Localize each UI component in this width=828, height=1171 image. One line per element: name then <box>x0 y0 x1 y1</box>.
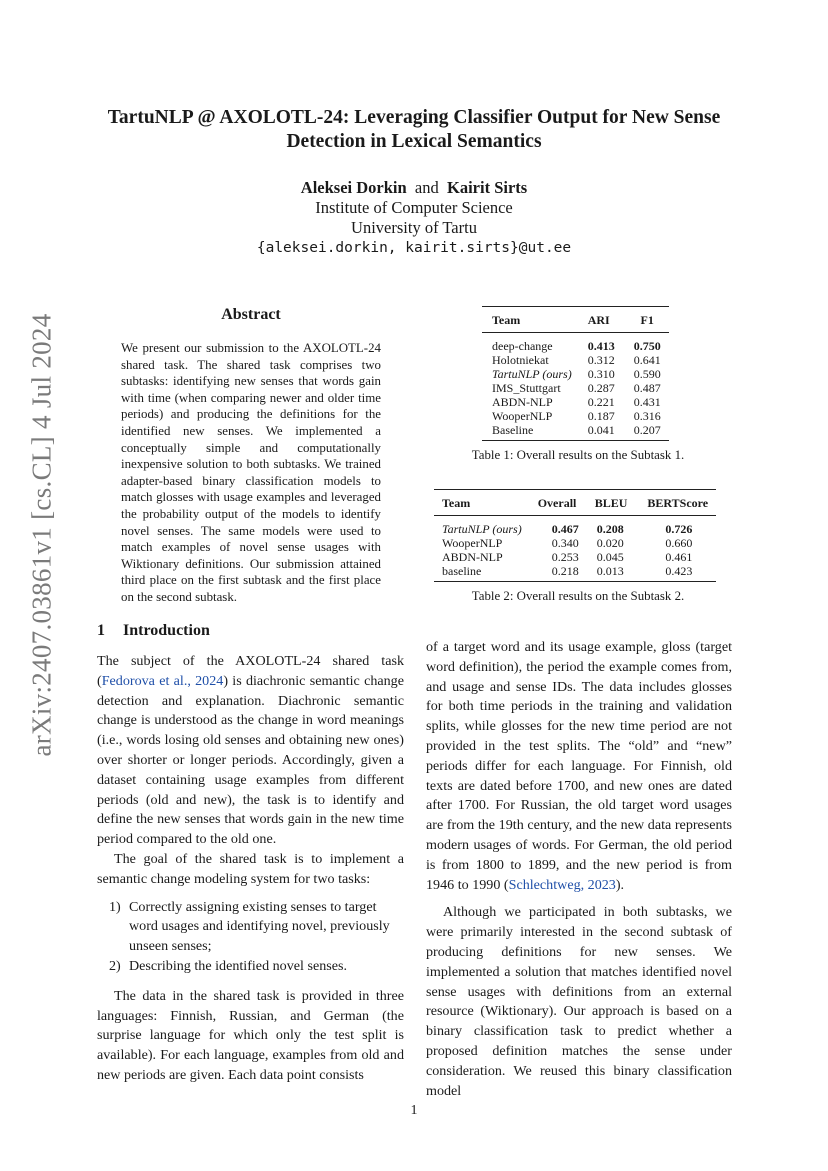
table-row <box>434 564 716 582</box>
table2-caption: Table 2: Overall results on the Subtask 2. <box>471 589 685 603</box>
paragraph-text: ) is diachronic semantic change detection and explanation. Diachronic semantic change is understood as the change in word meanings (i.e., words losing old senses and obtaining new ones) over shorter or longer periods. Accordingly, given a dataset containing usage examples from different periods (old and new), the task is to identify and define the new senses that words gain in the new time period compared to the old one. <box>97 672 404 848</box>
intro-paragraph-5: Although we participated in both subtasks, we were primarily interested in the second subtask of producing definitions for new senses. We implemented a solution that matches identified novel sense usages with definitions from an external resource (Wiktionary). Our approach is based on a binary classification task to predict whether a proposed definition matches the sense under consideration. We reused this binary classification model <box>426 904 732 1099</box>
intro-paragraph-4 <box>426 638 732 895</box>
table-cell: 0.340 <box>551 536 579 550</box>
intro-paragraph-2: The goal of the shared task is to implement a semantic change modeling system for two tasks: <box>97 850 404 887</box>
table-cell: Baseline <box>492 423 534 437</box>
intro-paragraph-3: The data in the shared task is provided in three languages: Finnish, Russian, and German (the surprise language for which only the test split is available). For each language, examples from old and new periods are given. Each data point consists <box>97 987 404 1083</box>
table-cell: 0.187 <box>587 409 615 423</box>
table-cell: 0.208 <box>596 522 624 536</box>
table-cell: baseline <box>442 564 482 578</box>
table-cell: Holotniekat <box>492 353 549 367</box>
table2-header-overall: Overall <box>537 496 577 510</box>
affiliation-2: University of Tartu <box>351 218 477 237</box>
page-number: 1 <box>410 1103 418 1118</box>
citation-link[interactable]: Schlechtweg, 2023 <box>508 876 616 893</box>
table-cell: 0.423 <box>665 564 693 578</box>
intro-paragraph-1 <box>97 652 404 850</box>
table-cell: 0.020 <box>596 536 624 550</box>
table-cell: IMS_Stuttgart <box>492 381 561 395</box>
left-column-body <box>97 652 404 1086</box>
table-row <box>434 516 716 537</box>
list-marker: 1) <box>109 898 121 915</box>
list-item-text: Correctly assigning existing senses to target word usages and identifying novel, previously unseen senses; <box>129 898 390 955</box>
author-names <box>200 178 628 198</box>
table-row <box>482 395 669 409</box>
table-cell: 0.316 <box>633 409 661 423</box>
table-row <box>482 423 669 441</box>
table2-header-row <box>434 490 716 516</box>
table-cell: ABDN-NLP <box>442 550 503 564</box>
table-row <box>482 367 669 381</box>
table2-header-team: Team <box>442 496 471 510</box>
table-row <box>482 333 669 354</box>
table-row <box>482 381 669 395</box>
table1-header-ari: ARI <box>587 313 610 327</box>
table-cell: 0.253 <box>551 550 579 564</box>
table-cell: 0.310 <box>587 367 615 381</box>
list-marker: 2) <box>109 957 121 974</box>
table-cell: 0.467 <box>551 522 579 536</box>
table-cell: 0.218 <box>551 564 579 578</box>
table-cell: WooperNLP <box>442 536 503 550</box>
section-heading-introduction <box>97 622 210 640</box>
section-title: Introduction <box>123 622 210 639</box>
paper-title: TartuNLP @ AXOLOTL-24: Leveraging Classifier Output for New Sense Detection in Lexical Semantics <box>107 107 721 152</box>
paragraph-text: of a target word and its usage example, gloss (target word definition), the period the example comes from, and usage and sense IDs. The data includes glosses for both time periods in the training and validation splits, while glosses for the new time period are not provided in the test splits. The “old” and “new” periods differ for each language. For Finnish, old texts are dated before 1700, and new ones are dated after 1700. For Russian, the old target word usages are from the 19th century, and the new data represents modern usages of words. For German, the old period is from 1800 to 1899, and the new period is from 1946 to 1990 ( <box>426 639 732 893</box>
table-row <box>482 409 669 423</box>
table-cell: 0.750 <box>633 339 661 353</box>
table-cell: 0.287 <box>587 381 615 395</box>
table-cell: 0.431 <box>633 395 661 409</box>
list-item-text: Describing the identified novel senses. <box>129 957 348 974</box>
author-email: {aleksei.dorkin, kairit.sirts}@ut.ee <box>256 240 572 256</box>
table-cell: 0.312 <box>587 353 615 367</box>
table-cell: 0.013 <box>596 564 624 578</box>
table-row <box>482 353 669 367</box>
table1-header-f1: F1 <box>640 313 654 327</box>
table-cell: WooperNLP <box>492 409 553 423</box>
table-cell: 0.207 <box>633 423 661 437</box>
table-cell: 0.221 <box>587 395 615 409</box>
table-cell: TartuNLP (ours) <box>492 367 572 381</box>
table-subtask2 <box>434 489 716 582</box>
table-cell: TartuNLP (ours) <box>442 522 522 536</box>
table-row <box>434 536 716 550</box>
arxiv-stamp-text: arXiv:2407.03861v1 [cs.CL] 4 Jul 2024 <box>26 313 57 757</box>
table1-caption: Table 1: Overall results on the Subtask 1. <box>471 448 685 462</box>
right-column-body <box>426 638 732 1101</box>
list-item <box>97 898 392 957</box>
list-item <box>97 957 392 977</box>
arxiv-stamp <box>22 313 62 757</box>
abstract-text: We present our submission to the AXOLOTL-24 shared task. The shared task comprises two subtasks: identifying new senses that words gain with time (when comparing newer and older time periods) and producing the definitions for the identified new senses. We implemented a conceptually simple and computationally inexpensive solution to both subtasks. We trained adapter-based binary classification models to match glosses with usage examples and leveraged the probability output of the models to identify novel senses. The same models were used to match examples of novel sense usages with Wiktionary definitions. Our submission attained third place on the first subtask and the first place on the second subtask. <box>121 341 381 604</box>
author-block <box>200 178 628 258</box>
author-conjunction: and <box>414 178 439 197</box>
table-cell: 0.590 <box>633 367 661 381</box>
table1-header-row <box>482 307 669 333</box>
paragraph-text: The subject of the AXOLOTL-24 shared task ( <box>97 653 404 689</box>
table-row <box>434 550 716 564</box>
table-cell: 0.041 <box>587 423 615 437</box>
table-cell: 0.660 <box>665 536 693 550</box>
citation-link[interactable]: Fedorova et al., 2024 <box>101 672 224 689</box>
abstract-heading: Abstract <box>221 306 281 323</box>
table1-header-team: Team <box>492 313 521 327</box>
section-number: 1 <box>97 622 105 639</box>
paragraph-text: ). <box>615 876 625 893</box>
table2-header-bertscore: BERTScore <box>647 496 709 510</box>
table-cell: deep-change <box>492 339 553 353</box>
table-subtask1 <box>482 306 669 441</box>
table-cell: 0.641 <box>633 353 661 367</box>
table-cell: 0.487 <box>633 381 661 395</box>
table-cell: 0.045 <box>596 550 624 564</box>
author-2: Kairit Sirts <box>447 178 528 197</box>
table-cell: ABDN-NLP <box>492 395 553 409</box>
affiliation-1: Institute of Computer Science <box>315 198 513 217</box>
table2-header-bleu: BLEU <box>594 496 628 510</box>
table-cell: 0.413 <box>587 339 615 353</box>
table-cell: 0.461 <box>665 550 693 564</box>
table-cell: 0.726 <box>665 522 693 536</box>
task-list <box>97 898 404 977</box>
author-1: Aleksei Dorkin <box>300 178 407 197</box>
